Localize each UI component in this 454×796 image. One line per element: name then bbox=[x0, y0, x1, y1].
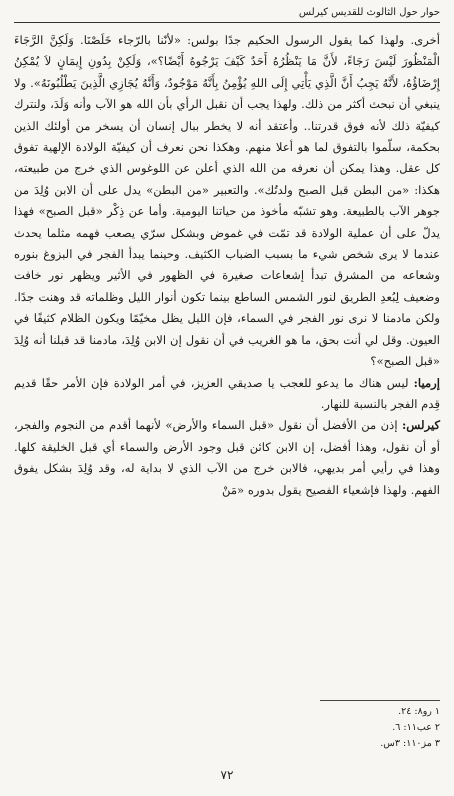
footnote-divider bbox=[320, 700, 440, 701]
paragraph-text: إذن من الأفضل أن نقول «قبل السماء والأرض» لأنهما أقدم من النجوم والفجر، أو أن نقول، وهذا أفضل، إن الابن كائن قبل وجود الأرض والسماء أي قبل الخليقة كلها. وهذا في رأيي أمر بديهي، فالابن خرج من الآب الذي لا بداية له، وقد وُلِدَ بشكل يفوق الفهم. ولهذا فإشعياء الفصيح يقول بدوره «مَنْ bbox=[14, 418, 440, 497]
footnote-1: ١ رو٨: ٢٤. bbox=[398, 706, 440, 717]
paragraph-text: ليس هناك ما يدعو للعجب يا صديقي العزيز، في أمر الولادة فإن الأمر حقًا قديم قِدم الفجر بالنسبة للنهار. bbox=[14, 375, 440, 411]
page-number: ٧٢ bbox=[220, 768, 234, 782]
footnotes bbox=[14, 704, 440, 752]
main-text bbox=[14, 30, 440, 501]
speaker-label: إرميا: bbox=[413, 375, 440, 390]
running-header: حوار حول الثالوث للقديس كيرلس bbox=[14, 6, 440, 23]
speaker-label: كيرلس: bbox=[401, 418, 440, 433]
paragraph-3 bbox=[14, 415, 440, 501]
paragraph-1: أخرى. ولهذا كما يقول الرسول الحكيم جدًا بولس: «لأنّنا بالرّجاء خَلَصْنَا. وَلَكِنَّ الرَّجَاءَ الْمَنْظُورَ لَيْسَ رَجَاءً، لأَنَّ مَا يَنْظُرُهُ أَحَدٌ كَيْفَ يَرْجُوهُ أَيْضًا؟»، وَلَكِنْ بِدُونِ إِيمَانٍ لاَ يُمْكِنُ إِرْضَاؤُهُ، لأَنَّهُ يَجِبُ أَنَّ الَّذِي يَأْتِي إِلَى اللهِ يُؤْمِنُ بِأَنَّهُ مَوْجُودٌ، وَأَنَّهُ يُجَازِي الَّذِينَ يَطْلُبُونَهُ». ولا ينبغي أن نبحث أكثر من ذلك. ولهذا يجب أن نقبل الرأي بأن الله هو الآب وأنه وَلَدَ، ولنترك كيفيّة ذلك لأنه فوق قدرتنا.. وأعتقد أنه لا يخطر ببال إنسان أن يسخر من أولئك الذين بحكمة، سلّموا بالتفوق لما هو أعلا منهم. وهكذا نحن نعرف أن كيفيّة الولادة الإلهية تفوق كل عقل. وهذا يمكن أن نعرفه من الله الذي أعلن عن اللوغوس الذي خرج من طبيعته، هكذا: «من البطن قبل الصبح ولدتُك». والتعبير «من البطن» يدل على أن الابن وُلِدَ من جوهر الآب بالطبيعة. وهو تشبّه مأخوذ من حياتنا اليومية. وأما عن ذِكْر «قبل الصبح» فهذا يدلّ على أن عملية الولادة قد تمّت في غموض وبشكل سرّي يصعب فهمه مثلما يحدث عندما لا يرى شخص شيء ما بسبب الضباب الكثيف. وحينما يبدأ الفجر في البزوغ بنوره وشعاعه من المشرق تبدأ إشعاعات صغيرة في الظهور في الأثير ويظهر نور خافت وضعيف لِبُعدِ الطريق لنور الشمس الساطع بينما تكون أنوار الليل وظلماته قد وهنت جدًا. ولكن مادمنا لا نرى نور الفجر في السماء، فإن الليل يظل مخيّمًا ويكون الظلام كثيفًا في العيون. وقل لي أنت بحق، ما هو الغريب في أن نقول إن الابن وُلِدَ، مادمنا قد قبلنا أنه وُلِدَ «قبل الصبح»؟ bbox=[14, 33, 440, 369]
paragraph-2 bbox=[14, 373, 440, 416]
footnote-3: ٣ مز١١٠: ٣س. bbox=[380, 738, 440, 749]
footnote-2: ٢ عب١١: ٦. bbox=[392, 722, 440, 733]
